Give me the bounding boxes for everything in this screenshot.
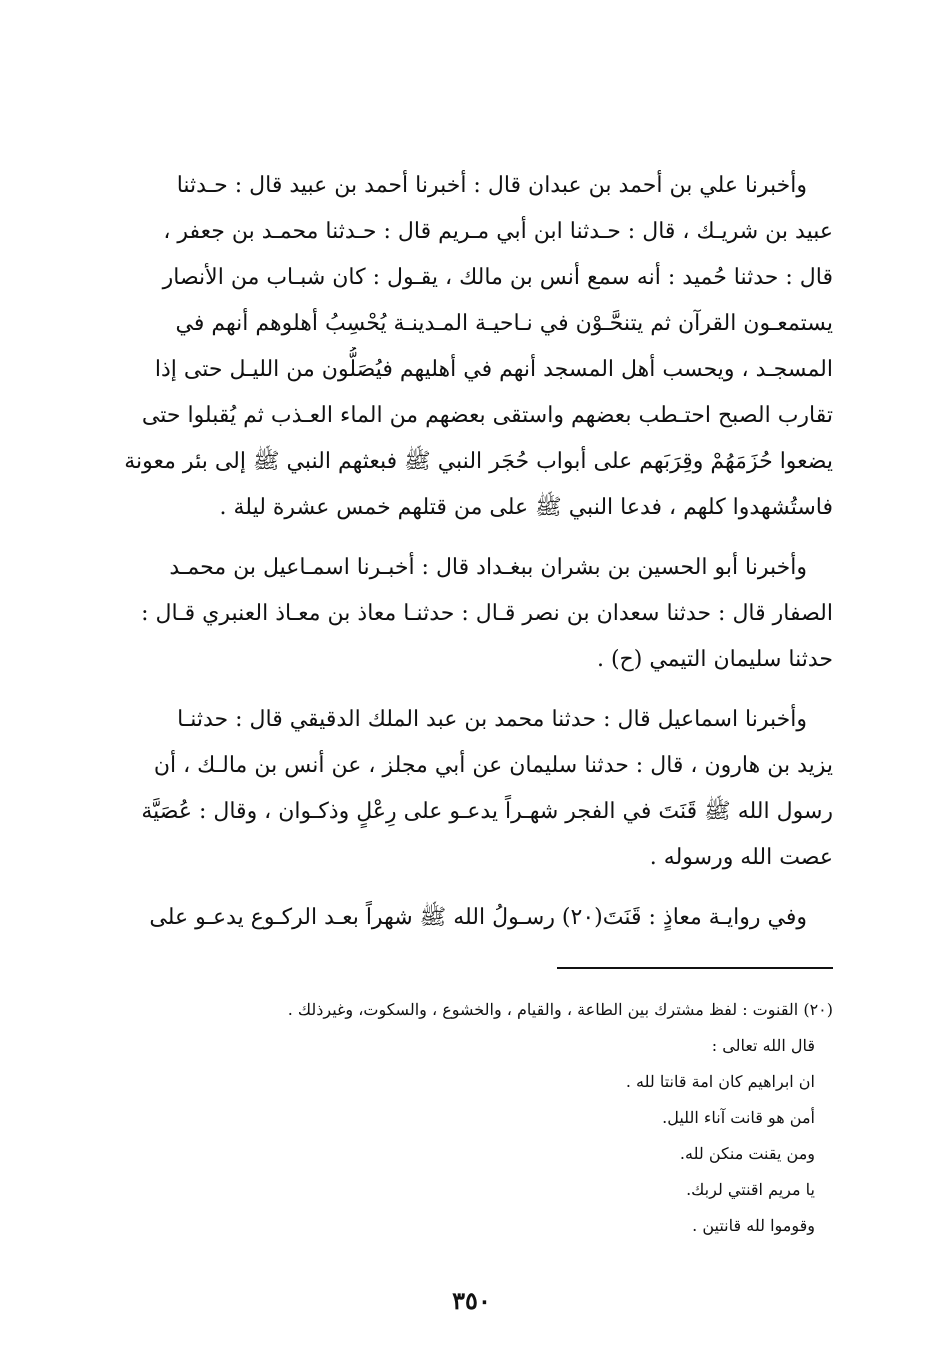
footnote-divider bbox=[557, 967, 833, 969]
paragraph-2 bbox=[108, 545, 833, 683]
text-line: عبيد بن شريـك ، قال : حـدثنا ابن أبي مـريم قال : حـدثنا محمـد بن جعفر ، bbox=[163, 219, 833, 244]
text-line: وأخبرنا أبو الحسين بن بشران ببغـداد قال : أخبـرنا اسمـاعيل بن محمـد bbox=[169, 555, 807, 580]
footnote-line: وقوموا لله قانتين . bbox=[692, 1216, 815, 1235]
footnote-line: أمن هو قانت آناء الليل. bbox=[662, 1108, 815, 1127]
paragraph-3 bbox=[108, 697, 833, 881]
text-line: المسجـد ، ويحسب أهل المسجد أنهم في أهليهم فيُصَلُّون من الليـل حتى إذا bbox=[154, 357, 833, 382]
text-line: تقارب الصبح احتـطب بعضهم واستقى بعضهم من الماء العـذب ثم يُقبلوا حتى bbox=[141, 403, 833, 428]
footnote-line: قال الله تعالى : bbox=[711, 1036, 815, 1055]
text-line: يستمعـون القرآن ثم يتنحَّـوْن في نـاحيـة المـدينـة يُحْسِبُ أهلوهم أنهم في bbox=[175, 311, 833, 336]
text-line: حدثنا سليمان التيمي (ح) . bbox=[596, 647, 833, 672]
text-line: الصفار قال : حدثنا سعدان بن نصر قـال : حدثنـا معاذ بن معـاذ العنبري قـال : bbox=[141, 601, 833, 626]
text-line: يزيد بن هارون ، قال : حدثنا سليمان عن أبي مجلز ، عن أنس بن مالـك ، أن bbox=[153, 753, 833, 778]
paragraph-1 bbox=[108, 163, 833, 531]
paragraph-4 bbox=[108, 895, 833, 941]
text-line: وأخبرنا اسماعيل قال : حدثنا محمد بن عبد الملك الدقيقي قال : حدثنـا bbox=[177, 707, 807, 732]
text-line: فاستُشهدوا كلهم ، فدعا النبي ﷺ على من قتلهم خمس عشرة ليلة . bbox=[219, 495, 833, 520]
text-line: عصت الله ورسوله . bbox=[649, 845, 833, 870]
text-line: وفي روايـة معاذٍ : قَنَتَ(٢٠) رسـولُ الله ﷺ شهراً بعـد الركـوع يدعـو على bbox=[149, 905, 807, 930]
footnote-line: ان ابراهيم كان امة قانتا لله . bbox=[625, 1072, 815, 1091]
text-line: وأخبرنا علي بن أحمد بن عبدان قال : أخبرنا أحمد بن عبيد قال : حـدثنا bbox=[176, 173, 807, 198]
text-line: قال : حدثنا حُميد : أنه سمع أنس بن مالك ، يقـول : كان شبـاب من الأنصار bbox=[162, 265, 833, 290]
footnote-line: ومن يقنت منكن لله. bbox=[679, 1144, 815, 1163]
footnote-line: يا مريم اقنتي لربك. bbox=[686, 1180, 815, 1199]
footnote-line: (٢٠) القنوت : لفظ مشترك بين الطاعة ، والقيام ، والخشوع ، والسكوت، وغيرذلك . bbox=[287, 1000, 833, 1019]
page-number: ٣٥٠ bbox=[452, 1286, 491, 1315]
text-line: يضعوا حُزَمَهُمْ وقِرَبَهم على أبواب حُجَر النبي ﷺ فبعثهم النبي ﷺ إلى بئر معونة bbox=[124, 449, 833, 474]
footnote bbox=[103, 992, 833, 1244]
text-line: رسول الله ﷺ قَنَتَ في الفجر شهـراً يدعـو على رِعْلٍ وذكـوان ، وقال : عُصَيَّة bbox=[141, 799, 833, 824]
